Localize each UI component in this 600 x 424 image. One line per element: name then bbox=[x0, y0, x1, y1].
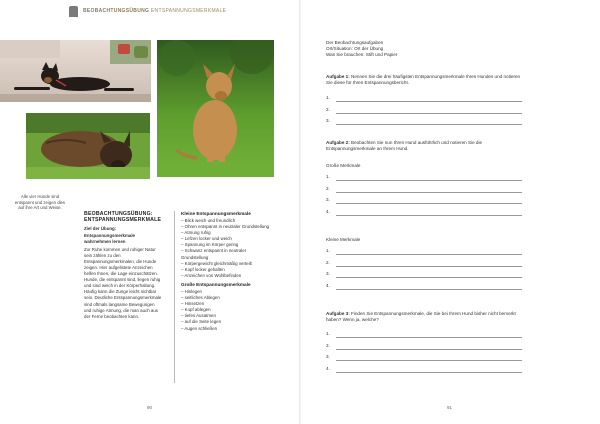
group-small-label: Kleine Merkmale bbox=[326, 237, 361, 242]
answer-line[interactable] bbox=[326, 352, 522, 364]
line-number: 4. bbox=[326, 208, 330, 214]
list-item: – Anzeichen von Wohlbefinden bbox=[181, 272, 242, 278]
line-number: 3. bbox=[326, 197, 330, 202]
list-item: – Körpergewicht gleichmäßig verteilt bbox=[181, 260, 252, 266]
book-gutter bbox=[299, 0, 301, 424]
exercise-heading: BEOBACHTUNGSÜBUNG: ENTSPANNUNGSMERKMALE bbox=[84, 211, 162, 224]
exercise-goal: Ziel der Übung: Entspannungsmerkmale wahrnehmen lernen bbox=[84, 226, 135, 244]
list-item: – Augen schließen bbox=[181, 325, 218, 331]
list-item: – Kopf locker gehalten bbox=[181, 266, 225, 272]
answer-line[interactable] bbox=[326, 172, 522, 184]
line-number: 4. bbox=[326, 365, 330, 371]
page-number-right: 91 bbox=[447, 405, 453, 410]
small-signs-heading: Kleine Entspannungsmerkmale bbox=[181, 211, 251, 216]
task-text: Finden Sie Entspannungsmerkmale, die Sie bei Ihrem Hund bisher nicht bemerkt haben? Wenn ja, welche? bbox=[326, 311, 516, 322]
answer-line[interactable] bbox=[326, 258, 522, 270]
task-3 bbox=[326, 311, 522, 323]
answer-line[interactable] bbox=[326, 93, 522, 105]
list-item: – Lefzen locker und weich bbox=[181, 236, 232, 242]
answer-line[interactable] bbox=[326, 364, 522, 376]
photo-dog-lying-street bbox=[0, 40, 151, 102]
column-divider bbox=[174, 211, 175, 383]
big-signs-heading: Große Entspannungsmerkmale bbox=[181, 281, 251, 287]
list-item: – Ohren entspannt in neutraler Grundstellung bbox=[181, 224, 270, 230]
line-number: 2. bbox=[326, 342, 330, 348]
task-1-answer-lines bbox=[326, 93, 522, 128]
line-number: 1. bbox=[326, 248, 330, 253]
answer-line[interactable] bbox=[326, 184, 522, 196]
big-signs-list bbox=[181, 289, 273, 332]
task-2 bbox=[326, 140, 522, 152]
line-number: 2. bbox=[326, 185, 330, 191]
task-label: Aufgabe 3: bbox=[326, 311, 350, 316]
photo-dog-sitting-grass bbox=[157, 40, 274, 177]
worksheet-intro bbox=[326, 40, 522, 58]
page-number-left: 90 bbox=[147, 405, 153, 410]
list-item: – Spannung im Körper gering bbox=[181, 242, 239, 248]
line-number: 3. bbox=[326, 354, 330, 359]
line-number: 3. bbox=[326, 118, 330, 123]
photo-dog-lying-grass bbox=[26, 113, 150, 179]
chapter-tab-icon bbox=[69, 6, 78, 17]
line-number: 4. bbox=[326, 282, 330, 288]
intro-line: Was Sie brauchen: Stift und Papier bbox=[326, 52, 398, 57]
answer-line[interactable] bbox=[326, 269, 522, 281]
small-signs-list bbox=[181, 218, 273, 279]
task-1 bbox=[326, 74, 522, 86]
list-item: – Schwanz entspannt in neutraler Grundstellung bbox=[181, 248, 247, 260]
answer-line[interactable] bbox=[326, 281, 522, 293]
answer-line[interactable] bbox=[326, 329, 522, 341]
running-header bbox=[83, 8, 226, 14]
task-label: Aufgabe 2: bbox=[326, 140, 350, 145]
answer-line[interactable] bbox=[326, 207, 522, 219]
exercise-body: Zur Ruhe kommen und ruhiger Natur sein zählen zu den Entspannungsmerkmalen, die Hunde zeigen. Hier aufgelistete Anzeichen helfen Ihnen, die Lage einzuschätzen. Hunde, die entspannt sind, liegen ruhig und sind weich in der Körperhaltung. Häufig kann die Zunge leicht sichtbar sein. Deutliche Entspannungsmerkmale sind oftmals langsame Bewegungen und ruhige Atmung, die man auch aus der Ferne beobachten kann. bbox=[84, 246, 162, 319]
line-number: 1. bbox=[326, 174, 330, 179]
list-item: – seitliches Ablegen bbox=[181, 295, 220, 301]
photo-caption: Alle vier Hunde sind entspannt und zeigen dies auf ihre Art und Weise. bbox=[14, 194, 66, 211]
list-item: – Blick weich und freundlich bbox=[181, 218, 236, 223]
line-number: 1. bbox=[326, 331, 330, 336]
line-number: 3. bbox=[326, 271, 330, 276]
intro-line: Der Beobachtungsaufgaben bbox=[326, 40, 384, 45]
task-text: Nennen Sie die drei häufigsten Entspannungsmerkmale Ihres Hundes und notieren Sie diese für Ihren Entspannungsbericht. bbox=[326, 74, 521, 85]
intro-line: Ort/Situation: Ort der Übung bbox=[326, 46, 384, 51]
line-number: 2. bbox=[326, 106, 330, 112]
left-text-column bbox=[84, 211, 162, 322]
line-number: 1. bbox=[326, 95, 330, 100]
task-3-answer-lines bbox=[326, 329, 522, 375]
header-section: BEOBACHTUNGSÜBUNG bbox=[83, 8, 150, 14]
list-item: – Atmung ruhig bbox=[181, 230, 211, 236]
header-subsection: ENTSPANNUNGSMERKMALE bbox=[150, 8, 227, 14]
list-item: – tiefes Ausatmen bbox=[181, 313, 216, 319]
small-signs-answer-lines bbox=[326, 246, 522, 292]
list-item: – Hinsetzen bbox=[181, 301, 205, 307]
answer-line[interactable] bbox=[326, 341, 522, 353]
line-number: 2. bbox=[326, 259, 330, 265]
answer-line[interactable] bbox=[326, 246, 522, 258]
list-item: – auf die Seite legen bbox=[181, 319, 222, 325]
answer-line[interactable] bbox=[326, 195, 522, 207]
answer-line[interactable] bbox=[326, 105, 522, 117]
list-item: – Hinlegen bbox=[181, 288, 202, 294]
answer-line[interactable] bbox=[326, 116, 522, 128]
group-big-label: Große Merkmale bbox=[326, 163, 361, 168]
list-item: – Kopf ablegen bbox=[181, 307, 211, 313]
task-label: Aufgabe 1: bbox=[326, 74, 350, 79]
middle-text-column bbox=[181, 211, 273, 332]
big-signs-answer-lines bbox=[326, 172, 522, 218]
task-text: Beobachten Sie nun Ihren Hund ausführlich und notieren Sie die Entspannungsmerkmale an Ihrem Hund. bbox=[326, 140, 483, 151]
